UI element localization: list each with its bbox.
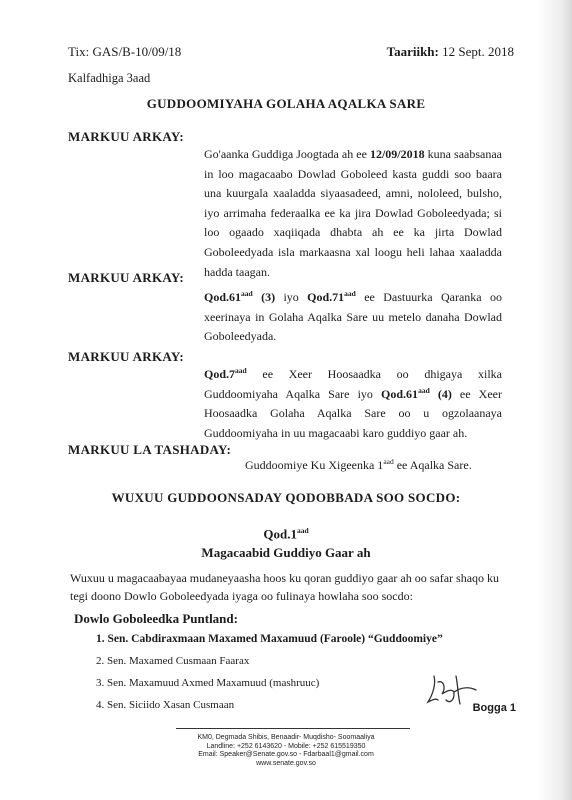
footer-website: www.senate.gov.so — [256, 759, 316, 767]
recital-text-3: Qod.7$^{aad}$ ee Xeer Hoosaadka oo dhigaya xilka Guddoomiyaha Aqalka Sare iyo Qod.61$^{aad}$ (4) ee Xeer Hoosaadka Golaha Aqalka Sare oo u ogzolaanaya Guddoomiyaha in uu magacaabi karo guddiyo gaar ah. — [204, 366, 502, 440]
recital-text-2: Qod.61$^{aad}$ (3) iyo Qod.71$^{aad}$ ee Dastuurka Qaranka oo xeerinaya in Golaha Aqalka Sare uu metelo danaha Dowlad Goboleedyada. — [204, 289, 502, 344]
member-item: 2. Sen. Maxamed Cusmaan Faarax — [96, 655, 250, 667]
session-term: Kalfadhiga 3aad — [68, 71, 151, 85]
member-item: 3. Sen. Maxamuud Axmed Maxamuud (mashruuc) — [96, 677, 320, 689]
recital-label-2: MARKUU ARKAY: — [68, 270, 184, 285]
recital-text-1: Go'aanka Guddiga Joogtada ah ee 12/09/2018 kuna saabsanaa in loo magacaabo Dowlad Goboleed kasta guddi soo baara una kuurgala xaaladda siyaasadeed, amni, nololeed, bulsho, iyo arrimaha federaalka ee ka jira Dowlad Goboleedyada; si loo ogaado xaqiiqada dhabta ah ee ka jirta Dowlad Goboleedyada isla markaasna xal loogu heli lahaa xaaladda hadda taagan. — [204, 147, 502, 279]
member-item: 1. Sen. Cabdiraxmaan Maxamed Maxamuud (Faroole) “Guddoomiye” — [96, 633, 443, 645]
reference-number: Tix: GAS/B-10/09/18 — [68, 44, 182, 59]
recital-text-4: Guddoomiye Ku Xigeenka $1^{aad}$ ee Aqalka Sare. — [245, 457, 472, 472]
article-intro: Wuxuu u magacaabayaa mudaneyaasha hoos ku qoran guddiyo gaar ah oo safar shaqo ku tegi doono Dowlo Goboleedyada iyaga oo fulinaya howlaha soo socdo: — [70, 571, 500, 603]
footer-email: Email: Speaker@Senate.gov.so - Fdarbaal1@gmail.com — [198, 751, 374, 759]
document-title: GUDDOOMIYAHA GOLAHA AQALKA SARE — [146, 96, 426, 111]
handwritten-signature — [424, 670, 480, 714]
footer-contact — [0, 734, 572, 768]
recital-label-3: MARKUU ARKAY: — [68, 349, 184, 364]
members-list — [96, 632, 443, 720]
footer-address: KM0, Degmada Shibis, Benaadir- Muqdisho- Soomaaliya — [197, 734, 375, 741]
document-date — [387, 44, 514, 60]
decision-heading: WUXUU GUDDOONSADAY QODOBBADA SOO SOCDO: — [111, 490, 461, 505]
state-heading: Dowlo Goboleedka Puntland: — [74, 611, 238, 626]
footer-phone: Landline: +252 6143620 - Mobile: +252 615519350 — [206, 742, 366, 750]
page-number: Bogga 1 — [472, 702, 516, 714]
date-label: Taariikh: — [386, 44, 439, 59]
member-item: 4. Sen. Siciido Xasan Cusmaan — [96, 699, 235, 711]
article-title: Qod.1$^{aad}$ — [263, 526, 309, 542]
recital-label-4: MARKUU LA TASHADAY: — [68, 442, 232, 457]
article-subtitle: Magacaabid Guddiyo Gaar ah — [201, 545, 371, 560]
recital-label-1: MARKUU ARKAY: — [68, 129, 184, 144]
date-value: 12 Sept. 2018 — [442, 44, 514, 59]
footer-divider — [176, 728, 410, 729]
